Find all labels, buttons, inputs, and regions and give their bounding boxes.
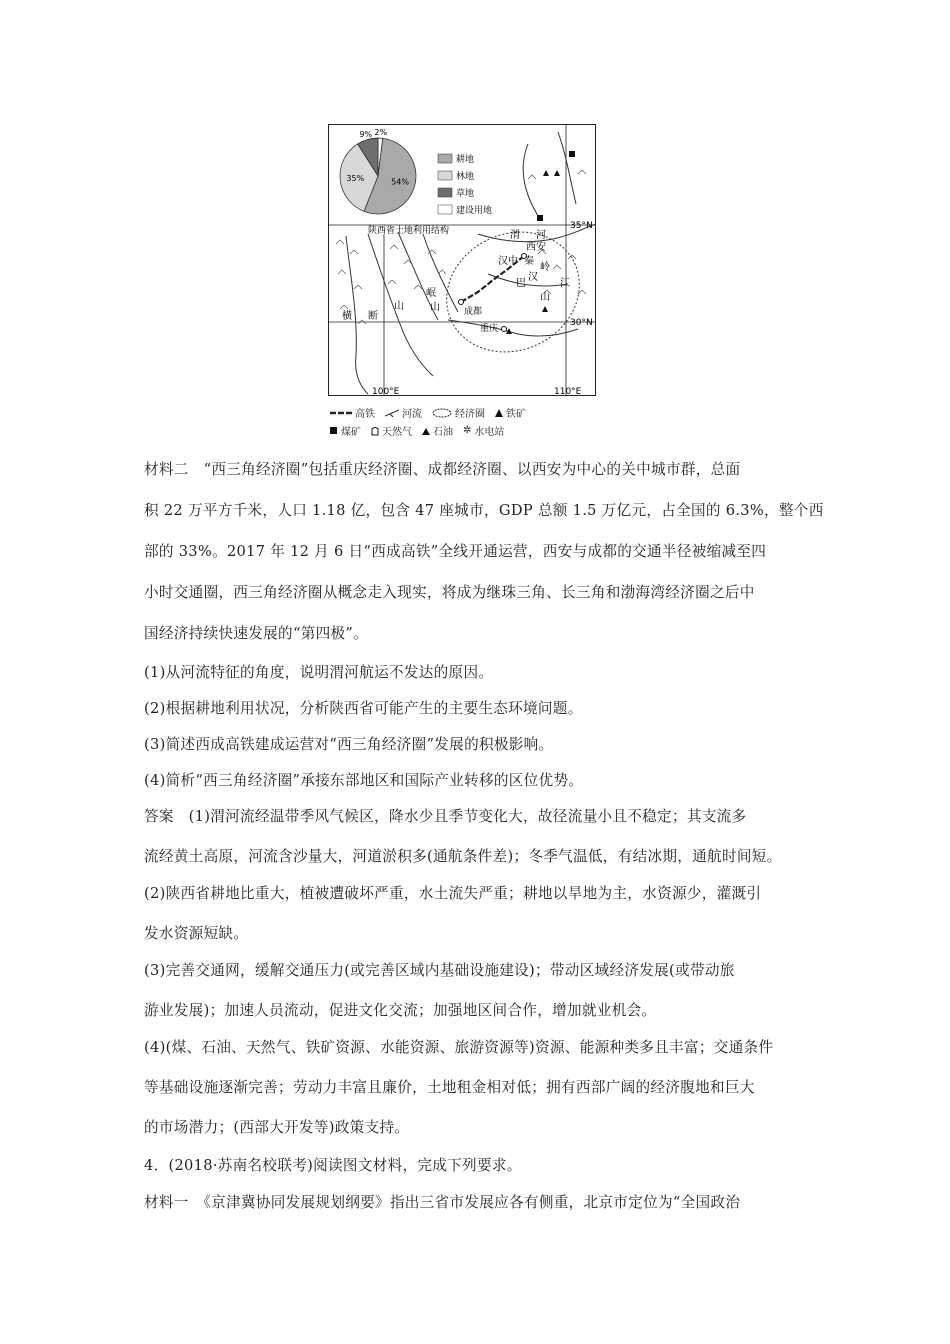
legend-swatch-construction [438, 205, 452, 214]
legend-oil: 石油 [422, 423, 453, 438]
hanzhong-label: 汉中 [498, 256, 518, 267]
lon-100-label: 100°E [372, 387, 400, 396]
answer-line-8: 等基础设施逐渐完善；劳动力丰富且廉价，土地租金相对低；拥有西部广阔的经济腹地和巨大 [144, 1079, 755, 1096]
question-4-heading: 4．(2018·苏南名校联考)阅读图文材料，完成下列要求。 [144, 1157, 522, 1174]
material-two-line-1: 材料二 “西三角经济圈”包括重庆经济圈、成都经济圈、以西安为中心的关中城市群，总面 [144, 461, 741, 478]
xian-label: 西安 [526, 242, 546, 253]
pie-label-2: 9% [359, 129, 373, 139]
map-figure [328, 124, 596, 396]
answer-line-4: 发水资源短缺。 [144, 925, 249, 942]
answer-line-5: (3)完善交通网，缓解交通压力(或完善区域内基础设施建设)；带动区域经济发展(或带动旅 [144, 962, 735, 979]
material-one-line-1: 材料一 《京津冀协同发展规划纲要》指出三省市发展应各有侧重，北京市定位为“全国政治 [144, 1194, 741, 1211]
coal-mine-icon-2 [537, 215, 543, 221]
material-two-line-3: 部的 33%。2017 年 12 月 6 日“西成高铁”全线开通运营，西安与成都的交通半径被缩减至四 [144, 543, 767, 560]
map-legend-row-2 [330, 423, 600, 438]
lat-35-label: 35°N [570, 221, 593, 231]
pie-label-1: 35% [346, 174, 365, 184]
legend-rail: 高铁 [355, 409, 375, 420]
legend-cropland: 耕地 [456, 155, 475, 165]
pie-title: 陕西省土地利用结构 [368, 226, 450, 236]
answer-line-2: 流经黄土高原，河流含沙量大，河道淤积多(通航条件差)；冬季气温低，有结冰期，通航时间短。 [144, 848, 782, 865]
duan-label: 断 [368, 311, 378, 322]
answer-line-6: 游业发展)；加速人员流动，促进文化交流；加强地区间合作，增加就业机会。 [144, 1002, 657, 1019]
han-label: 汉 [528, 272, 538, 283]
heng-label: 横 [342, 311, 352, 322]
coal-mine-icon [569, 151, 575, 157]
legend-river: 河流 [385, 405, 422, 420]
legend-gas: 天然气 [371, 423, 412, 438]
legend-construction: 建设用地 [456, 206, 493, 216]
hydro-station-icon: ✲ [463, 425, 472, 436]
answer-line-9: 的市场潜力；(西部大开发等)政策支持。 [144, 1119, 410, 1136]
legend-economic-circle: 经济圈 [432, 405, 485, 420]
material-two-line-2: 积 22 万平方千米，人口 1.18 亿，包含 47 座城市，GDP 总额 1.5 万亿元，占全国的 6.3%，整个西 [144, 502, 824, 519]
ba-label: 巴 [516, 278, 526, 289]
jiang-label: 江 [560, 278, 570, 289]
chongqing-label: 重庆 [480, 324, 499, 334]
legend-swatch-forest [438, 171, 452, 180]
map-legend-row-1 [330, 405, 600, 420]
shan-label-3: 山 [430, 302, 440, 313]
ling-label: 岭 [540, 262, 550, 273]
legend-iron: 铁矿 [495, 405, 526, 420]
legend-swatch-grassland [438, 188, 452, 197]
chengdu-label: 成都 [464, 307, 483, 317]
legend-swatch-cropland [438, 154, 452, 163]
shan-label: 山 [540, 292, 550, 303]
material-two-line-4: 小时交通圈，西三角经济圈从概念走入现实，将成为继珠三角、长三角和渤海湾经济圈之后中 [144, 584, 755, 601]
pie-label-0: 54% [391, 177, 409, 187]
chengdu-city-dot [459, 300, 464, 305]
material-two-line-5: 国经济持续快速发展的“第四极”。 [144, 625, 369, 642]
question-4: (4)简析“西三角经济圈”承接东部地区和国际产业转移的区位优势。 [144, 772, 584, 789]
lat-30-label: 30°N [570, 318, 593, 328]
shan-label-2: 山 [394, 301, 404, 312]
question-1: (1)从河流特征的角度，说明渭河航运不发达的原因。 [144, 664, 494, 681]
legend-grassland: 草地 [456, 189, 475, 199]
lon-110-label: 110°E [554, 387, 582, 396]
question-3: (3)简述西成高铁建成运营对“西三角经济圈”发展的积极影响。 [144, 736, 554, 753]
qin-label: 秦 [524, 256, 534, 267]
answer-line-3: (2)陕西省耕地比重大，植被遭破坏严重，水土流失严重；耕地以旱地为主，水资源少，灌溉引 [144, 885, 762, 902]
chongqing-city-dot [502, 327, 507, 332]
legend-forest: 林地 [456, 172, 475, 182]
he-label: 河 [536, 230, 546, 241]
legend-hydro: ✲ 水电站 [463, 425, 505, 438]
min-label: 岷 [426, 288, 436, 299]
answer-line-7: (4)(煤、石油、天然气、铁矿资源、水能资源、旅游资源等)资源、能源种类多且丰富；交通条件 [144, 1039, 774, 1056]
question-2: (2)根据耕地利用状况，分析陕西省可能产生的主要生态环境问题。 [144, 700, 583, 717]
pie-label-3: 2% [374, 128, 388, 138]
wei-label: 渭 [510, 230, 520, 241]
answer-line-1: 答案 (1)渭河流经温带季风气候区，降水少且季节变化大，故径流量小且不稳定；其支流多 [144, 808, 747, 825]
legend-coal: 煤矿 [330, 423, 361, 438]
